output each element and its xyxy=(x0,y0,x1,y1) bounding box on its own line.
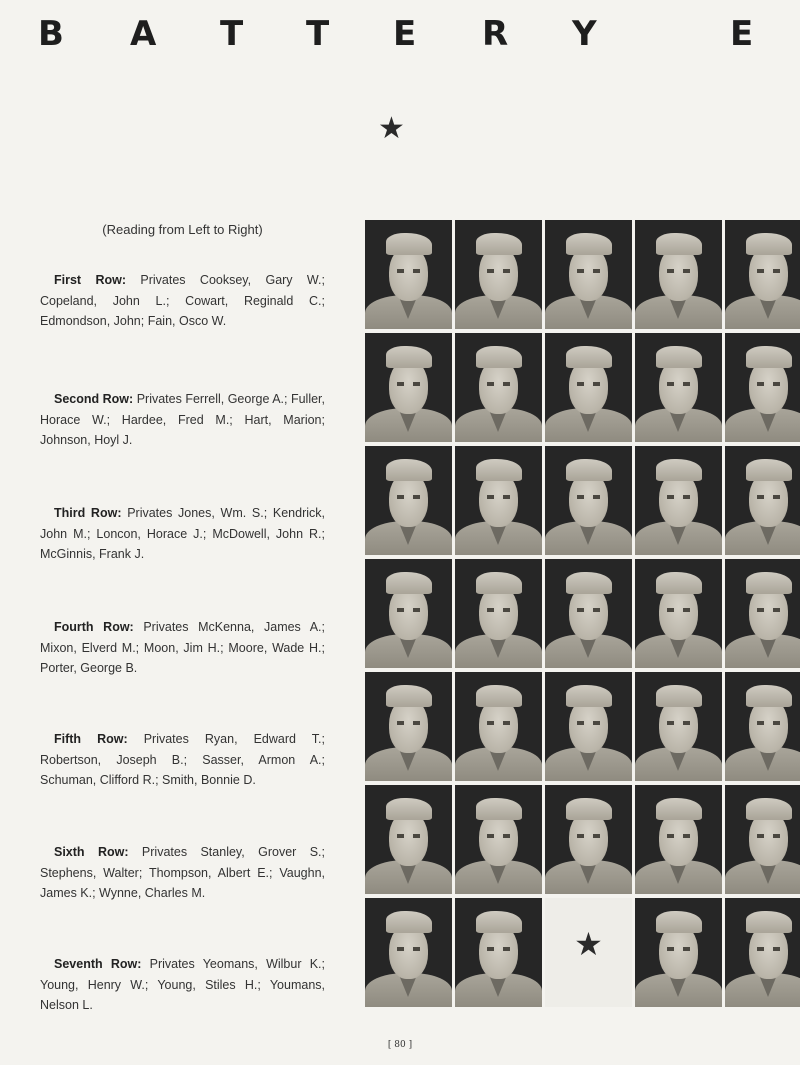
portrait-photo xyxy=(545,333,632,442)
portrait-photo xyxy=(365,672,452,781)
row-names: Privates Cooksey, Gary W.; Copeland, John L.; Cowart, Reginald C.; Edmondson, John; Fain, Osco W. xyxy=(40,273,325,328)
portrait-eyes xyxy=(667,269,690,273)
portrait-photo xyxy=(725,220,800,329)
portrait-photo xyxy=(725,672,800,781)
portrait-eyes xyxy=(397,947,420,951)
portrait-photo xyxy=(635,898,722,1007)
portrait-cap xyxy=(746,911,792,933)
portrait-photo xyxy=(455,559,542,668)
portrait-eyes xyxy=(667,495,690,499)
portrait-cap xyxy=(386,572,432,594)
portrait-cap xyxy=(656,911,702,933)
star-icon: ★ xyxy=(378,112,405,145)
portrait-eyes xyxy=(757,382,780,386)
portrait-photo xyxy=(725,898,800,1007)
caption-sixth-row xyxy=(40,842,325,904)
title-letter: Y xyxy=(572,14,597,54)
portrait-photo xyxy=(635,785,722,894)
portrait-cap xyxy=(566,346,612,368)
portrait-eyes xyxy=(667,382,690,386)
row-label: Second Row: xyxy=(54,392,134,406)
title-letter: T xyxy=(220,14,244,54)
portrait-photo xyxy=(725,333,800,442)
portrait-photo xyxy=(455,898,542,1007)
portrait-cap xyxy=(566,798,612,820)
title-letter: A xyxy=(130,14,157,54)
portrait-cap xyxy=(656,346,702,368)
portrait-photo xyxy=(635,559,722,668)
portrait-eyes xyxy=(667,834,690,838)
portrait-photo xyxy=(635,672,722,781)
portrait-photo xyxy=(725,446,800,555)
portrait-cap xyxy=(746,233,792,255)
portrait-cap xyxy=(566,233,612,255)
portrait-cap xyxy=(656,233,702,255)
portrait-photo xyxy=(635,446,722,555)
portrait-cap xyxy=(566,572,612,594)
portrait-eyes xyxy=(757,721,780,725)
row-names: Privates McKenna, James A.; Mixon, Elverd M.; Moon, Jim H.; Moore, Wade H.; Porter, George B. xyxy=(40,620,326,675)
row-names: Privates Yeomans, Wilbur K.; Young, Henry W.; Young, Stiles H.; Youmans, Nelson L. xyxy=(40,957,325,1012)
star-icon: ★ xyxy=(574,926,603,962)
portrait-photo xyxy=(455,446,542,555)
portrait-cap xyxy=(566,459,612,481)
row-label: Third Row: xyxy=(54,506,122,520)
title-letter: E xyxy=(730,14,754,54)
row-label: Fourth Row: xyxy=(54,620,134,634)
portrait-eyes xyxy=(667,947,690,951)
portrait-cap xyxy=(746,798,792,820)
portrait-eyes xyxy=(667,721,690,725)
caption-second-row xyxy=(40,389,325,451)
portrait-cap xyxy=(746,572,792,594)
caption-fifth-row xyxy=(40,729,325,791)
caption-first-row xyxy=(40,270,325,332)
portrait-cap xyxy=(656,685,702,707)
portrait-cap xyxy=(476,459,522,481)
row-names: Privates Ryan, Edward T.; Robertson, Joseph B.; Sasser, Armon A.; Schuman, Clifford R.; Smith, Bonnie D. xyxy=(40,732,325,787)
portrait-photo xyxy=(545,446,632,555)
portrait-eyes xyxy=(757,947,780,951)
portrait-eyes xyxy=(757,269,780,273)
portrait-cap xyxy=(656,572,702,594)
portrait-eyes xyxy=(397,608,420,612)
portrait-cap xyxy=(476,346,522,368)
portrait-cap xyxy=(746,346,792,368)
portrait-cap xyxy=(476,911,522,933)
row-names: Privates Ferrell, George A.; Fuller, Horace W.; Hardee, Fred M.; Hart, Marion; Johnson, Hoyl J. xyxy=(40,392,326,447)
reading-note: (Reading from Left to Right) xyxy=(102,222,263,237)
page-title xyxy=(0,14,800,54)
portrait-photo xyxy=(635,220,722,329)
portrait-cap xyxy=(386,346,432,368)
title-letter: E xyxy=(393,14,417,54)
portrait-photo xyxy=(455,672,542,781)
portrait-cap xyxy=(476,572,522,594)
portrait-eyes xyxy=(397,382,420,386)
portrait-eyes xyxy=(577,608,600,612)
portrait-eyes xyxy=(577,721,600,725)
row-label: Sixth Row: xyxy=(54,845,129,859)
portrait-cap xyxy=(566,685,612,707)
portrait-eyes xyxy=(757,834,780,838)
portrait-eyes xyxy=(397,269,420,273)
caption-fourth-row xyxy=(40,617,325,679)
portrait-eyes xyxy=(577,269,600,273)
caption-seventh-row xyxy=(40,954,325,1016)
portrait-photo xyxy=(455,785,542,894)
portrait-eyes xyxy=(487,382,510,386)
portrait-eyes xyxy=(487,721,510,725)
row-label: First Row: xyxy=(54,273,127,287)
portrait-cap xyxy=(746,685,792,707)
portrait-eyes xyxy=(487,834,510,838)
portrait-eyes xyxy=(757,495,780,499)
row-names: Privates Stanley, Grover S.; Stephens, Walter; Thompson, Albert E.; Vaughn, James K.; Wynne, Charles M. xyxy=(40,845,325,900)
portrait-eyes xyxy=(487,947,510,951)
title-letter: R xyxy=(482,14,509,54)
portrait-cap xyxy=(476,233,522,255)
portrait-photo xyxy=(545,672,632,781)
portrait-eyes xyxy=(577,834,600,838)
row-label: Fifth Row: xyxy=(54,732,128,746)
caption-third-row xyxy=(40,503,325,565)
portrait-cap xyxy=(476,798,522,820)
portrait-grid xyxy=(365,220,800,1010)
portrait-cap xyxy=(386,685,432,707)
portrait-eyes xyxy=(667,608,690,612)
portrait-eyes xyxy=(397,834,420,838)
portrait-photo xyxy=(365,333,452,442)
portrait-cap xyxy=(476,685,522,707)
portrait-eyes xyxy=(487,495,510,499)
portrait-cap xyxy=(386,459,432,481)
title-letter: B xyxy=(38,14,64,54)
portrait-photo xyxy=(545,559,632,668)
portrait-cap xyxy=(656,798,702,820)
portrait-eyes xyxy=(487,269,510,273)
portrait-photo xyxy=(545,785,632,894)
portrait-photo xyxy=(635,333,722,442)
portrait-eyes xyxy=(487,608,510,612)
portrait-eyes xyxy=(757,608,780,612)
portrait-photo xyxy=(365,446,452,555)
portrait-photo xyxy=(365,898,452,1007)
portrait-photo xyxy=(725,785,800,894)
portrait-cap xyxy=(656,459,702,481)
portrait-photo xyxy=(725,559,800,668)
portrait-photo xyxy=(455,333,542,442)
portrait-photo xyxy=(365,559,452,668)
row-names: Privates Jones, Wm. S.; Kendrick, John M.; Loncon, Horace J.; McDowell, John R.; McGinnis, Frank J. xyxy=(40,506,325,561)
row-label: Seventh Row: xyxy=(54,957,142,971)
blank-star-cell xyxy=(545,898,632,1007)
portrait-eyes xyxy=(577,495,600,499)
portrait-cap xyxy=(746,459,792,481)
portrait-eyes xyxy=(397,495,420,499)
portrait-cap xyxy=(386,233,432,255)
portrait-photo xyxy=(365,785,452,894)
portrait-eyes xyxy=(397,721,420,725)
portrait-photo xyxy=(545,220,632,329)
page-number: [ 80 ] xyxy=(387,1040,413,1050)
portrait-cap xyxy=(386,798,432,820)
portrait-photo xyxy=(365,220,452,329)
title-letter: T xyxy=(306,14,330,54)
portrait-eyes xyxy=(577,382,600,386)
portrait-photo xyxy=(455,220,542,329)
portrait-cap xyxy=(386,911,432,933)
